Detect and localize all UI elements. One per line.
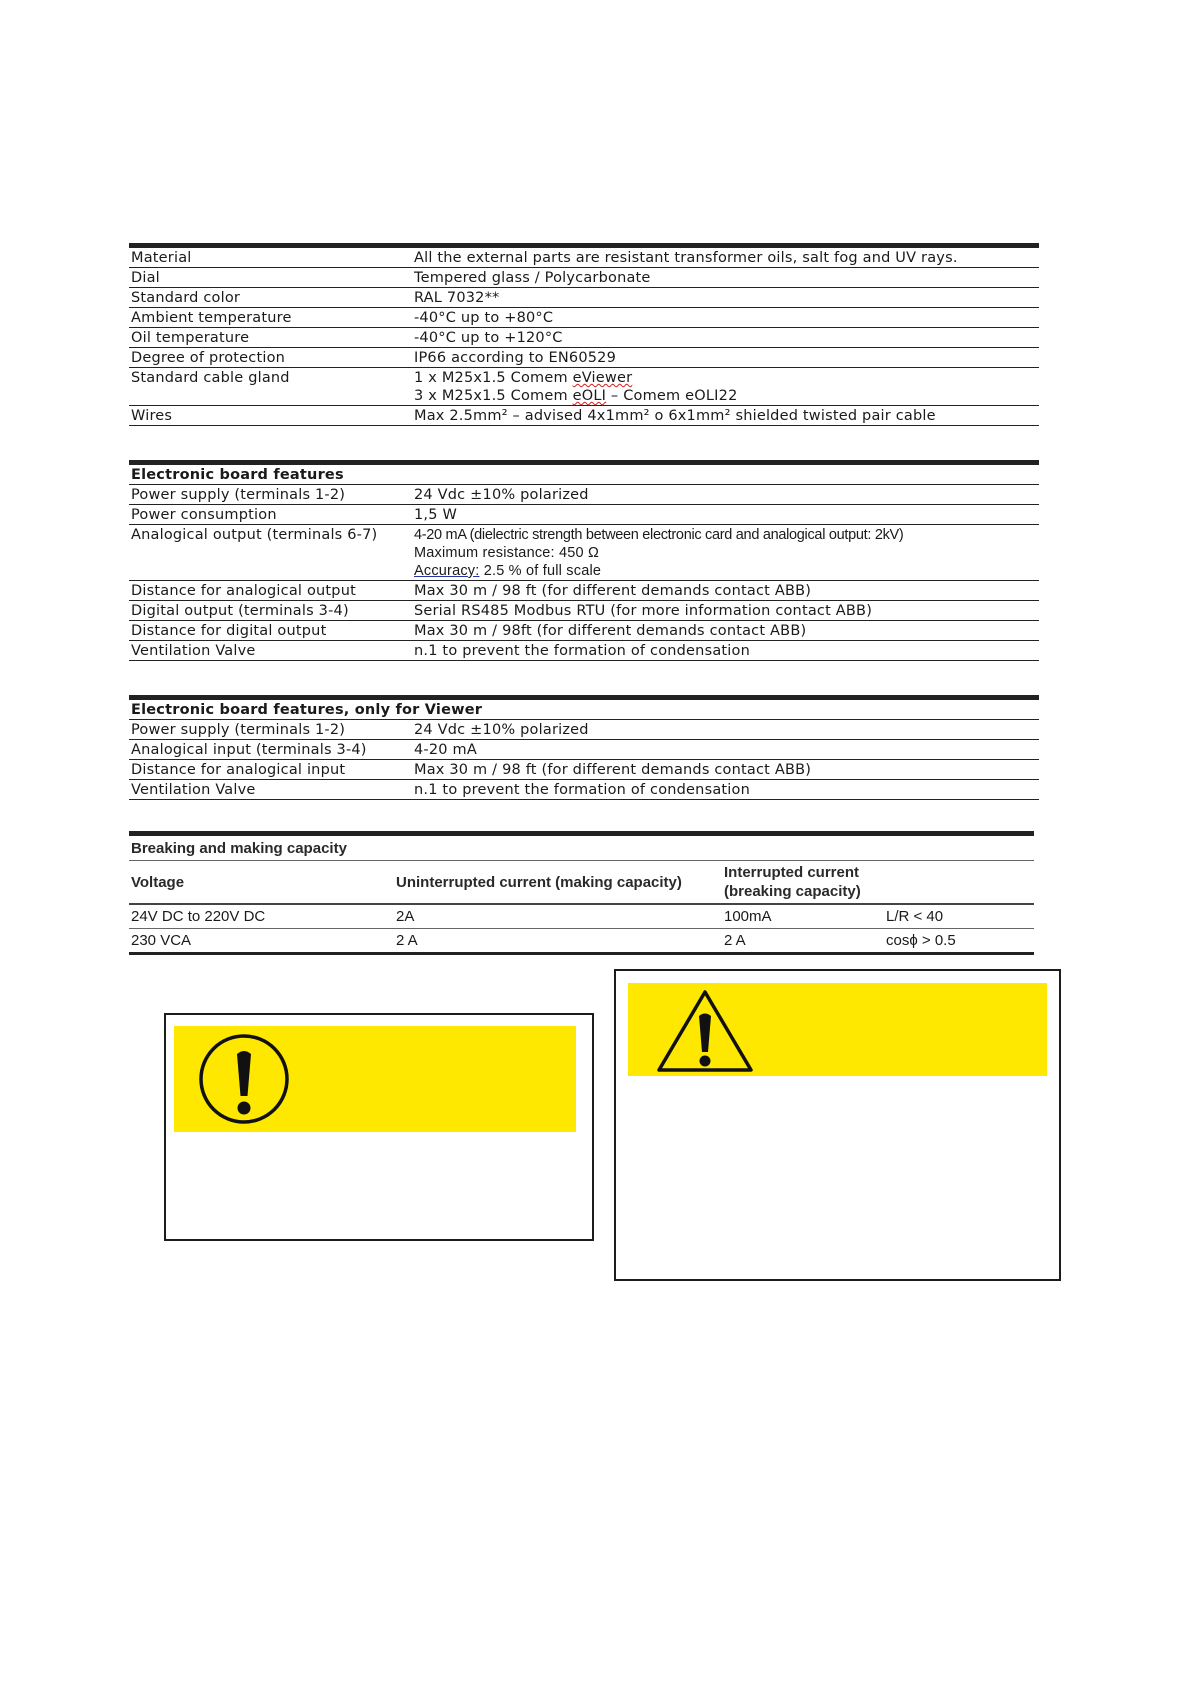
spec-value: Tempered glass / Polycarbonate bbox=[412, 268, 1039, 288]
spec-value: IP66 according to EN60529 bbox=[412, 348, 1039, 368]
column-headers bbox=[129, 861, 1034, 905]
spec-row bbox=[129, 601, 1039, 621]
electronic-board-table bbox=[129, 460, 1039, 661]
table-row bbox=[129, 904, 1034, 929]
spec-value: Max 30 m / 98 ft (for different demands contact ABB) bbox=[412, 581, 1039, 601]
spec-label: Distance for analogical input bbox=[129, 760, 412, 780]
section-title: Breaking and making capacity bbox=[129, 834, 1034, 861]
exclamation-circle-icon bbox=[194, 1029, 294, 1129]
spec-value-line: 4-20 mA (dielectric strength between electronic card and analogical output: 2kV) bbox=[414, 527, 904, 543]
spec-row bbox=[129, 641, 1039, 661]
spec-value: 1,5 W bbox=[412, 505, 1039, 525]
viewer-board-table bbox=[129, 695, 1039, 800]
warning-triangle-icon bbox=[655, 988, 755, 1074]
spec-value: -40°C up to +80°C bbox=[412, 308, 1039, 328]
column-header: Voltage bbox=[129, 861, 394, 905]
table-row bbox=[129, 929, 1034, 954]
spec-label: Distance for analogical output bbox=[129, 581, 412, 601]
table-cell: 2 A bbox=[394, 929, 722, 954]
spec-value-line bbox=[414, 369, 1037, 387]
spec-label: Wires bbox=[129, 406, 412, 426]
warning-box bbox=[614, 969, 1061, 1281]
section-title: Electronic board features, only for Viewer bbox=[129, 698, 1039, 720]
spec-value: Max 2.5mm² – advised 4x1mm² o 6x1mm² shielded twisted pair cable bbox=[412, 406, 1039, 426]
column-header bbox=[884, 861, 1034, 905]
general-specs-table bbox=[129, 243, 1039, 426]
section-title: Electronic board features bbox=[129, 463, 1039, 485]
spec-text: – Comem eOLI22 bbox=[606, 388, 738, 404]
spec-label: Ventilation Valve bbox=[129, 641, 412, 661]
spec-label: Power supply (terminals 1-2) bbox=[129, 720, 412, 740]
spec-row-oil-temperature bbox=[129, 328, 1039, 348]
section-header bbox=[129, 834, 1034, 861]
spec-value: 4-20 mA bbox=[412, 740, 1039, 760]
spec-row bbox=[129, 780, 1039, 800]
spec-label: Material bbox=[129, 246, 412, 268]
spec-row-wires bbox=[129, 406, 1039, 426]
spec-row bbox=[129, 525, 1039, 581]
spec-row-standard-color bbox=[129, 288, 1039, 308]
spec-row bbox=[129, 760, 1039, 780]
spec-label: Standard cable gland bbox=[129, 368, 412, 406]
spec-text: 2.5 % of full scale bbox=[479, 563, 602, 579]
spec-row-degree-of-protection bbox=[129, 348, 1039, 368]
spec-row bbox=[129, 485, 1039, 505]
spelling-marked-word: eViewer bbox=[572, 370, 633, 386]
table-cell: L/R < 40 bbox=[884, 904, 1034, 929]
spec-value: RAL 7032** bbox=[412, 288, 1039, 308]
column-header: Interrupted current (breaking capacity) bbox=[722, 861, 884, 905]
table-cell: 100mA bbox=[722, 904, 884, 929]
spec-row-cable-gland bbox=[129, 368, 1039, 406]
table-cell: 2 A bbox=[722, 929, 884, 954]
spec-value: All the external parts are resistant transformer oils, salt fog and UV rays. bbox=[412, 246, 1039, 268]
spec-value: 24 Vdc ±10% polarized bbox=[412, 485, 1039, 505]
spec-label: Power consumption bbox=[129, 505, 412, 525]
spec-label: Digital output (terminals 3-4) bbox=[129, 601, 412, 621]
breaking-capacity-table bbox=[129, 831, 1034, 955]
section-header bbox=[129, 463, 1039, 485]
spec-row bbox=[129, 740, 1039, 760]
accuracy-label: Accuracy: bbox=[414, 563, 480, 579]
table-cell: 2A bbox=[394, 904, 722, 929]
table-cell: 24V DC to 220V DC bbox=[129, 904, 394, 929]
warning-banner bbox=[628, 983, 1047, 1076]
spec-text: 3 x M25x1.5 Comem bbox=[414, 388, 573, 404]
spec-row bbox=[129, 505, 1039, 525]
spec-row-material bbox=[129, 246, 1039, 268]
spec-value: Serial RS485 Modbus RTU (for more information contact ABB) bbox=[412, 601, 1039, 621]
spec-label: Ambient temperature bbox=[129, 308, 412, 328]
spec-row-dial bbox=[129, 268, 1039, 288]
spec-value bbox=[412, 525, 1039, 581]
spec-label: Oil temperature bbox=[129, 328, 412, 348]
spec-label: Degree of protection bbox=[129, 348, 412, 368]
spec-value: n.1 to prevent the formation of condensation bbox=[412, 780, 1039, 800]
spec-value bbox=[412, 368, 1039, 406]
spec-label: Distance for digital output bbox=[129, 621, 412, 641]
spec-label: Standard color bbox=[129, 288, 412, 308]
spec-label: Analogical output (terminals 6-7) bbox=[129, 525, 412, 581]
section-header bbox=[129, 698, 1039, 720]
spec-text: 1 x M25x1.5 Comem bbox=[414, 370, 573, 386]
spec-value-line bbox=[414, 387, 1037, 405]
spec-value-line: Maximum resistance: 450 Ω bbox=[414, 545, 600, 561]
spelling-marked-word: eOLI bbox=[572, 388, 607, 404]
notice-box bbox=[164, 1013, 594, 1241]
spec-row bbox=[129, 581, 1039, 601]
spec-value: -40°C up to +120°C bbox=[412, 328, 1039, 348]
spec-label: Power supply (terminals 1-2) bbox=[129, 485, 412, 505]
spec-value: Max 30 m / 98ft (for different demands contact ABB) bbox=[412, 621, 1039, 641]
spec-value: n.1 to prevent the formation of condensation bbox=[412, 641, 1039, 661]
spec-label: Dial bbox=[129, 268, 412, 288]
table-cell: 230 VCA bbox=[129, 929, 394, 954]
spec-value: 24 Vdc ±10% polarized bbox=[412, 720, 1039, 740]
notice-banner bbox=[174, 1026, 576, 1132]
spec-label: Analogical input (terminals 3-4) bbox=[129, 740, 412, 760]
spec-value-line bbox=[414, 562, 1037, 580]
spec-row-ambient-temperature bbox=[129, 308, 1039, 328]
spec-label: Ventilation Valve bbox=[129, 780, 412, 800]
spec-value: Max 30 m / 98 ft (for different demands contact ABB) bbox=[412, 760, 1039, 780]
column-header: Uninterrupted current (making capacity) bbox=[394, 861, 722, 905]
table-cell: cosϕ > 0.5 bbox=[884, 929, 1034, 954]
spec-row bbox=[129, 621, 1039, 641]
spec-row bbox=[129, 720, 1039, 740]
